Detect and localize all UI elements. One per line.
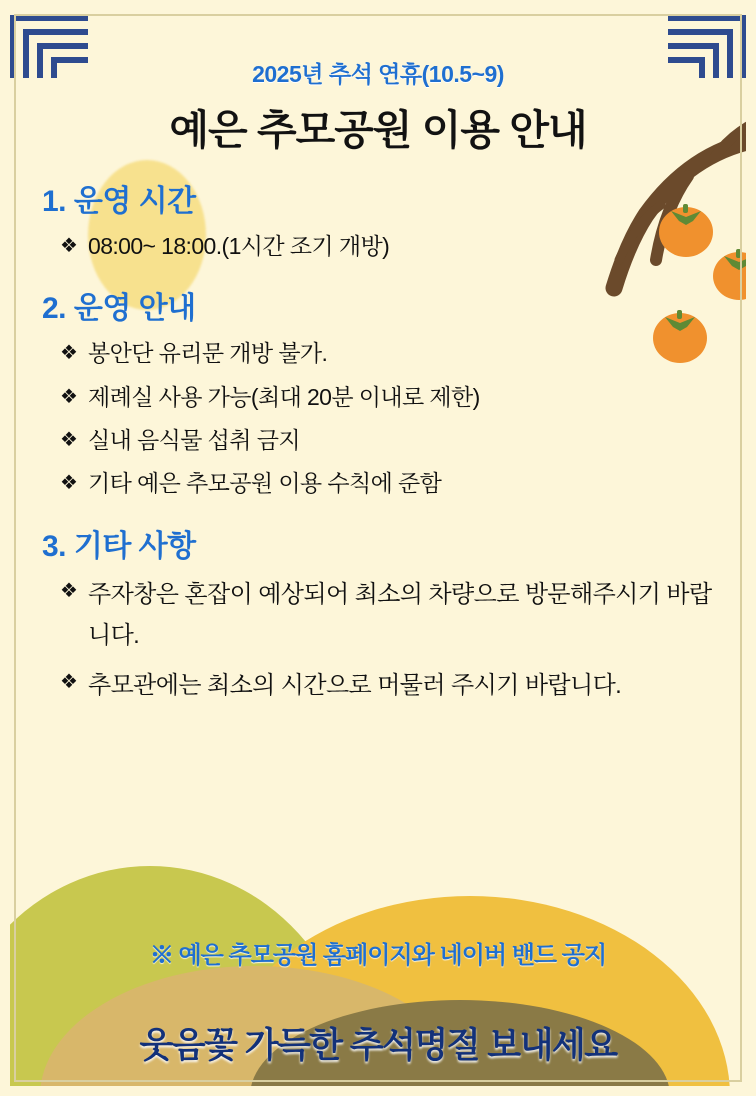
bullet-list	[34, 575, 722, 707]
list-item	[34, 666, 722, 707]
section-heading: 2. 운영 안내	[42, 292, 196, 326]
diamond-bullet-icon: ❖	[60, 671, 78, 694]
section-operating-hours	[34, 176, 722, 263]
section-operating-guide	[34, 283, 722, 500]
list-item-text: 봉안단 유리문 개방 불가.	[88, 340, 328, 367]
diamond-bullet-icon: ❖	[60, 472, 78, 495]
greek-key-corner-ornament-right-icon	[664, 8, 748, 82]
section-other-matters	[34, 521, 722, 707]
list-item	[34, 337, 722, 370]
list-item-text: 제례실 사용 가능(최대 20분 이내로 제한)	[88, 383, 480, 410]
bullet-list	[34, 337, 722, 500]
poster-kicker: 2025년 추석 연휴(10.5~9)	[252, 61, 504, 87]
diamond-bullet-icon: ❖	[60, 579, 78, 602]
closing-greeting: 웃음꽃 가득한 추석명절 보내세요	[139, 1026, 617, 1065]
diamond-bullet-icon: ❖	[60, 429, 78, 452]
notice-text: ※ 예은 추모공원 홈페이지와 네이버 밴드 공지	[149, 942, 607, 969]
diamond-bullet-icon: ❖	[60, 342, 78, 365]
list-item	[34, 467, 722, 500]
greek-key-corner-ornament-left-icon	[8, 8, 92, 82]
list-item	[34, 230, 722, 263]
list-item	[34, 381, 722, 414]
list-item-text: 실내 음식물 섭취 금지	[88, 427, 300, 454]
section-heading: 3. 기타 사항	[42, 529, 196, 563]
list-item	[34, 575, 722, 657]
diamond-bullet-icon: ❖	[60, 235, 78, 257]
bullet-list	[34, 230, 722, 263]
diamond-bullet-icon: ❖	[60, 385, 78, 408]
list-item-text: 08:00~ 18:00.(1시간 조기 개방)	[88, 233, 390, 259]
section-heading: 1. 운영 시간	[42, 185, 196, 218]
list-item	[34, 424, 722, 457]
list-item-text: 추모관에는 최소의 시간으로 머물러 주시기 바랍니다.	[88, 672, 622, 700]
list-item-text: 기타 예은 추모공원 이용 수칙에 준함	[88, 470, 442, 497]
list-item-text: 주자창은 혼잡이 예상되어 최소의 차량으로 방문해주시기 바랍니다.	[88, 580, 712, 649]
page-title: 예은 추모공원 이용 안내	[169, 107, 587, 153]
